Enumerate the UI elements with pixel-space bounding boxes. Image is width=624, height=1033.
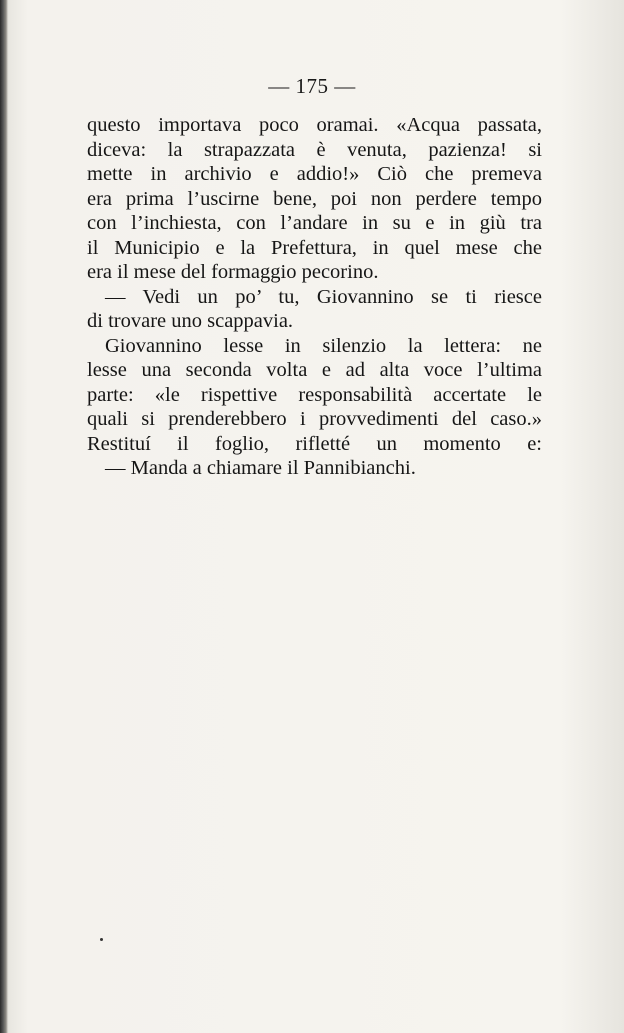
text-line: diceva: la strapazzata è venuta, pazienza! si	[87, 138, 542, 161]
text-line: questo importava poco oramai. «Acqua passata,	[87, 114, 542, 136]
text-line: quali si prenderebbero i provvedimenti del caso.»	[87, 408, 542, 430]
text-line: con l’inchiesta, con l’andare in su e in giù tra	[87, 212, 542, 234]
text-line: — Manda a chiamare il Pannibianchi.	[105, 457, 416, 479]
text-line: di trovare uno scappavia.	[87, 310, 294, 332]
text-line: — Vedi un po’ tu, Giovannino se ti riesce	[105, 285, 542, 308]
text-line: Restituí il foglio, rifletté un momento e:	[87, 432, 542, 455]
text-line: era il mese del formaggio pecorino.	[87, 261, 379, 283]
text-line: era prima l’uscirne bene, poi non perdere tempo	[87, 187, 542, 210]
text-line: lesse una seconda volta e ad alta voce l’ultima	[87, 359, 542, 381]
text-line: parte: «le rispettive responsabilità accertate le	[87, 383, 542, 406]
paper-speck	[100, 938, 103, 941]
text-line: Giovannino lesse in silenzio la lettera: ne	[105, 334, 542, 357]
body-text	[87, 113, 542, 481]
text-line: mette in archivio e addio!» Ciò che premeva	[87, 163, 542, 185]
text-line: il Municipio e la Prefettura, in quel mese che	[87, 236, 542, 259]
binding-edge	[0, 0, 8, 1033]
page-number: — 175 —	[268, 74, 356, 98]
